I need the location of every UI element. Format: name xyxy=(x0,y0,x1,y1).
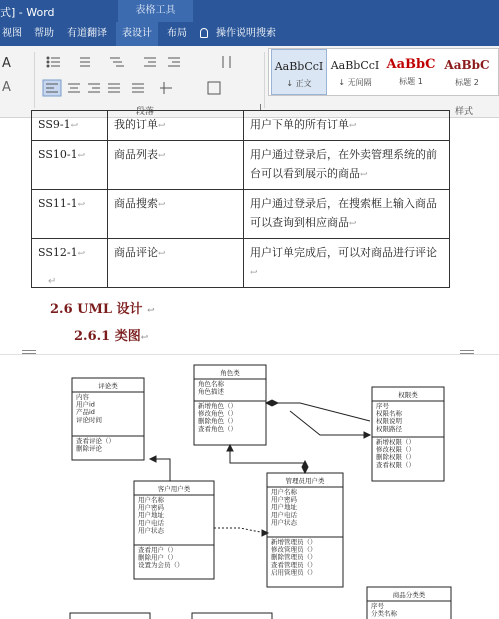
uml-class-category[interactable] xyxy=(367,587,451,619)
table-cell[interactable]: 用户下单的所有订单↩ xyxy=(244,111,450,141)
uml-operation: 新增权限（） xyxy=(376,438,415,446)
ribbon-tabs xyxy=(0,22,499,46)
ribbon-panel xyxy=(0,46,499,118)
uml-attribute: 权限路径 xyxy=(376,424,402,433)
uml-attribute: 权限说明 xyxy=(376,417,402,426)
table-cell[interactable]: 商品列表↩ xyxy=(108,141,244,190)
row-desc: 用户下单的所有订单 xyxy=(250,118,349,131)
uml-attribute: 用户名称 xyxy=(138,496,164,504)
row-name: 商品搜索 xyxy=(114,197,158,210)
lightbulb-icon xyxy=(200,28,208,38)
styles-gallery xyxy=(268,48,499,96)
table-row xyxy=(32,111,450,141)
uml-class-title: 商品分类类 xyxy=(392,591,426,599)
table-cell[interactable]: 用户订单完成后，可以对商品进行评论↩ xyxy=(244,239,450,288)
uml-attribute: 用户地址 xyxy=(271,503,297,512)
uml-attribute: 用户地址 xyxy=(138,511,164,520)
style-no-spacing[interactable] xyxy=(327,49,383,95)
table-row xyxy=(32,239,450,288)
uml-operation: 启用管理员（） xyxy=(271,568,317,577)
group-separator xyxy=(264,52,265,108)
uml-operation: 删除评论 xyxy=(76,444,102,453)
page-gap xyxy=(0,354,499,355)
uml-class-title: 角色类 xyxy=(220,369,240,377)
uml-attribute: 权限名称 xyxy=(376,409,402,418)
tab-layout[interactable]: 布局 xyxy=(167,28,187,39)
style-name: ↓ 无间隔 xyxy=(338,78,372,87)
uml-attribute: 用户名称 xyxy=(271,488,297,496)
tab-table-design[interactable]: 表设计 xyxy=(116,22,158,46)
section-heading[interactable]: 2.6 UML 设计 ↩ xyxy=(50,302,155,317)
row-id: SS10-1 xyxy=(38,148,78,161)
tab-youdao-translate[interactable]: 有道翻译 xyxy=(67,28,107,39)
change-case-icon[interactable]: A xyxy=(2,56,11,71)
uml-operation: 查看权限（） xyxy=(376,460,415,469)
uml-operation: 删除用户（） xyxy=(138,553,177,562)
uml-class-permission[interactable] xyxy=(372,387,444,481)
style-name: ↓ 正文 xyxy=(286,79,312,88)
styles-group-label: 样式 xyxy=(455,107,474,117)
uml-operation: 删除权限（） xyxy=(376,453,415,462)
table-cell[interactable]: SS10-1↩ xyxy=(32,141,108,190)
uml-class-bottom2[interactable] xyxy=(192,613,272,619)
uml-class-admin[interactable] xyxy=(267,473,343,587)
style-sample: AaBbCcI xyxy=(330,59,380,72)
uml-class-title: 客户用户类 xyxy=(157,485,191,493)
uml-attribute: 用户电话 xyxy=(271,510,297,519)
uml-operation: 查看管理员（） xyxy=(271,560,317,569)
style-sample: AaBbCcI xyxy=(274,60,324,73)
uml-attribute: 用户id xyxy=(76,400,95,409)
paragraph-toolbar xyxy=(40,54,262,102)
style-heading-2[interactable] xyxy=(439,49,495,95)
uml-operation: 修改权限（） xyxy=(376,445,415,454)
style-sample: AaBbC xyxy=(444,58,490,72)
title-bar xyxy=(0,0,499,22)
uml-operation: 新增角色（） xyxy=(198,402,237,410)
row-desc: 用户通过登录后，在搜索框上输入商品可以查询到相应商品 xyxy=(250,197,437,229)
uml-attribute: 角色描述 xyxy=(198,387,224,396)
uml-operation: 查看角色（） xyxy=(198,424,237,433)
uml-class-title: 管理员用户类 xyxy=(285,477,325,485)
uml-attribute: 序号 xyxy=(371,602,384,610)
document-title: 式] - Word xyxy=(0,6,55,19)
table-cell[interactable]: 我的订单↩ xyxy=(108,111,244,141)
uml-attribute: 序号 xyxy=(376,402,389,410)
uml-class-bottom1[interactable] xyxy=(70,613,150,619)
uml-attribute: 内容 xyxy=(76,393,89,401)
table-cell[interactable]: SS12-1↩ xyxy=(32,239,108,288)
uml-attribute: 用户状态 xyxy=(138,526,164,535)
uml-class-title: 评论类 xyxy=(98,382,118,390)
uml-operation: 删除角色（） xyxy=(198,417,237,426)
uml-operation: 修改角色（） xyxy=(198,409,237,418)
style-name: 标题 1 xyxy=(399,77,423,86)
tell-me-search[interactable] xyxy=(200,22,276,46)
row-desc: 用户订单完成后，可以对商品进行评论 xyxy=(250,246,437,259)
uml-attribute: 评论时间 xyxy=(76,415,102,424)
crop-mark xyxy=(460,350,474,354)
paragraph-group-label: 段落 xyxy=(136,107,155,117)
row-id: SS12-1 xyxy=(38,246,78,259)
group-separator xyxy=(34,52,35,108)
table-row xyxy=(32,141,450,190)
uml-class-comment[interactable] xyxy=(72,378,144,460)
subsection-heading[interactable]: 2.6.1 类图↩ xyxy=(74,329,149,344)
uml-attribute: 角色名称 xyxy=(198,380,224,388)
style-heading-1[interactable] xyxy=(383,49,439,95)
heading-text: 2.6.1 类图 xyxy=(74,329,141,344)
row-name: 商品评论 xyxy=(114,246,158,259)
requirements-table xyxy=(31,110,450,288)
uml-operation: 新增管理员（） xyxy=(271,538,317,546)
row-name: 我的订单 xyxy=(114,118,158,131)
uml-operation: 查看用户（） xyxy=(138,546,177,554)
style-sample: AaBbC xyxy=(386,57,436,72)
uml-operation: 设置为会员（） xyxy=(138,561,184,570)
uml-class-frame xyxy=(192,613,272,619)
tab-view[interactable]: 视图 xyxy=(2,28,22,39)
heading-text: 2.6 UML 设计 xyxy=(50,302,143,317)
row-desc: 用户通过登录后，在外卖管理系统的前台可以看到展示的商品 xyxy=(250,148,437,180)
uml-attribute: 用户密码 xyxy=(138,503,164,512)
row-id: SS11-1 xyxy=(38,197,78,210)
row-id: SS9-1 xyxy=(38,118,71,131)
style-name: 标题 2 xyxy=(455,78,479,87)
uml-class-title: 权限类 xyxy=(398,391,418,399)
tell-me-label: 操作说明搜索 xyxy=(216,28,276,39)
uml-operation: 删除管理员（） xyxy=(271,553,317,562)
tab-help[interactable]: 帮助 xyxy=(34,28,54,39)
style-normal[interactable] xyxy=(271,49,327,95)
uml-class-diagram[interactable] xyxy=(0,363,499,619)
uml-operation: 查看评论（） xyxy=(76,437,115,445)
crop-mark xyxy=(22,350,36,354)
uml-class-role[interactable] xyxy=(194,365,266,445)
uml-attribute: 产品id xyxy=(76,408,95,417)
table-row xyxy=(32,190,450,239)
uml-class-customer[interactable] xyxy=(134,481,214,579)
table-cell[interactable]: 用户通过登录后，在外卖管理系统的前台可以看到展示的商品↩ xyxy=(244,141,450,190)
table-tools-context-label: 表格工具 xyxy=(118,0,193,22)
row-name: 商品列表 xyxy=(114,148,158,161)
table-cell[interactable]: 商品搜索↩ xyxy=(108,190,244,239)
table-cell[interactable]: 商品评论↩ xyxy=(108,239,244,288)
char-shading-icon[interactable]: A xyxy=(2,80,11,95)
table-cell[interactable]: SS11-1↩ xyxy=(32,190,108,239)
paragraph-mark-icon: ↵ xyxy=(48,276,57,287)
table-cell[interactable]: 用户通过登录后，在搜索框上输入商品可以查询到相应商品↩ xyxy=(244,190,450,239)
document-page[interactable] xyxy=(0,118,499,619)
uml-operation: 修改管理员（） xyxy=(271,545,317,554)
table-cell[interactable]: SS9-1↩ xyxy=(32,111,108,141)
uml-attribute: 用户状态 xyxy=(271,518,297,527)
uml-attribute: 用户电话 xyxy=(138,518,164,527)
uml-attribute: 用户密码 xyxy=(271,495,297,504)
uml-class-frame xyxy=(70,613,150,619)
uml-attribute: 分类名称 xyxy=(371,609,397,618)
